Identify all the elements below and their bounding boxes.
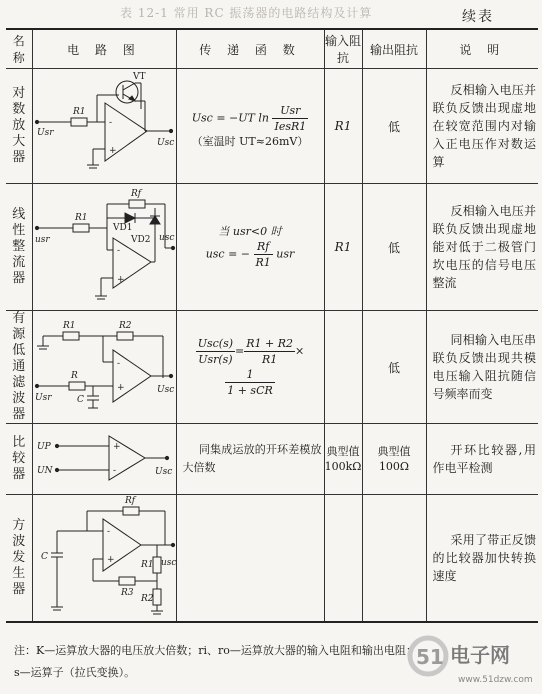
transfer-rhs: usr [276, 247, 295, 261]
header-row [6, 29, 538, 69]
table-row-log-amplifier [6, 69, 538, 184]
remarks: 开环比较器,用作电平检测 [426, 424, 538, 495]
transfer-condition: 当 usr<0 时 [218, 225, 282, 238]
label-plus: + [112, 442, 121, 452]
input-impedance: R1 [324, 69, 362, 184]
watermark-url: www.51dzw.com [458, 675, 533, 685]
transfer-lhs: usc = − [205, 247, 251, 261]
table-row-active-lowpass [6, 311, 538, 424]
header-output-impedance: 输出阻抗 [362, 29, 426, 69]
transfer-function-rectifier [176, 184, 324, 311]
footnote-line-2: s—运算子（拉氏变换）。 [14, 666, 136, 679]
label-usc: Usc [154, 467, 172, 477]
transfer-function-lowpass: $\frac{\text{Usc(s)}}{\text{Usr(s)}}$ = $\frac{R1 + R2}{R1}$ × $\frac{1}{\text{1 + sCR}}$ [176, 311, 324, 424]
label-r1: R1 [62, 321, 76, 331]
circuit-diagram-active-lowpass [32, 311, 176, 424]
watermark-mark: 51 [416, 645, 444, 669]
remarks: 同相输入电压串联负反馈出现共模电压输入阻抗随信号频率而变 [426, 311, 538, 424]
remarks: 反相输入电压并联负反馈出现虚地在较宽范围内对输入正电压作对数运算 [426, 69, 538, 184]
row-name: 有源低通滤波器 [6, 311, 32, 424]
table-row-square-wave-generator [6, 495, 538, 623]
label-c: C [76, 395, 84, 405]
transfer-note: （室温时 UT≈26mV） [191, 135, 309, 148]
table-row-comparator [6, 424, 538, 495]
label-minus: - [112, 466, 116, 476]
label-minus: - [108, 118, 112, 128]
label-r: R [70, 371, 78, 381]
label-r2: R2 [140, 594, 154, 604]
circuit-diagram-square-wave [32, 495, 176, 623]
output-impedance: 低 [362, 311, 426, 424]
label-usr: Usr [34, 393, 52, 403]
row-name: 对数放大器 [6, 69, 32, 184]
label-vt: VT [132, 72, 146, 82]
footnote-line-1: 注：K—运算放大器的电压放大倍数；ri、ro—运算放大器的输入电阻和输出电阻； [14, 644, 417, 657]
label-plus: + [106, 555, 115, 565]
header-remarks: 说 明 [426, 29, 538, 69]
header-circuit: 电 路 图 [32, 29, 176, 69]
transfer-fraction: $\frac{Rf}{R1}$ [255, 240, 271, 269]
transfer-function-square-wave [176, 495, 324, 623]
header-input-impedance: 输入阻抗 [324, 29, 362, 69]
output-impedance: 典型值 100Ω [362, 424, 426, 495]
watermark-logo [406, 628, 538, 688]
output-impedance [362, 495, 426, 623]
transfer-function-comparator: 同集成运放的开环差模放大倍数 [176, 424, 324, 495]
label-rf: Rf [130, 189, 141, 199]
label-vd1: VD1 [112, 223, 132, 233]
circuit-diagram-linear-rectifier [32, 184, 176, 311]
circuit-diagram-log-amplifier [32, 69, 176, 184]
input-impedance [324, 495, 362, 623]
label-usc: Usc [156, 138, 174, 148]
label-r2: R2 [118, 321, 132, 331]
label-minus: - [116, 246, 120, 256]
label-vd2: VD2 [130, 235, 150, 245]
label-plus: + [108, 146, 117, 156]
label-usr: Usr [36, 128, 54, 138]
label-usc: usc [158, 233, 174, 243]
input-impedance: R1 [324, 184, 362, 311]
watermark-brand: 电子网 [450, 643, 510, 667]
label-r1: R1 [74, 213, 88, 223]
output-impedance: 低 [362, 69, 426, 184]
watermark-logo-icon [406, 628, 538, 688]
transfer-lhs: Usc = −UT ln [191, 111, 269, 125]
transfer-fraction-mid: $\frac{R1 + R2}{R1}$ [246, 337, 294, 366]
table-row-linear-rectifier [6, 184, 538, 311]
output-impedance: 低 [362, 184, 426, 311]
remarks: 反相输入电压并联负反馈出现虚地能对低于二极管门坎电压的信号电压整流 [426, 184, 538, 311]
header-name: 名 称 [6, 29, 32, 69]
row-name: 线性整流器 [6, 184, 32, 311]
label-rf: Rf [124, 496, 135, 506]
label-usr: usr [34, 235, 50, 245]
label-usc: Usc [156, 385, 174, 395]
remarks: 采用了带正反馈的比较器加快转换速度 [426, 495, 538, 623]
circuit-table [6, 28, 538, 623]
transfer-fraction-lhs: $\frac{\text{Usc(s)}}{\text{Usr(s)}}$ [197, 337, 234, 366]
label-c: C [40, 552, 48, 562]
label-plus: + [116, 275, 125, 285]
label-minus: - [106, 527, 110, 537]
continued-label: 续表 [462, 9, 494, 25]
faded-top-caption: 表 12-1 常用 RC 振荡器的电路结构及计算 [120, 6, 373, 20]
row-name: 方波发生器 [6, 495, 32, 623]
label-r3: R3 [120, 588, 134, 598]
circuit-diagram-comparator [32, 424, 176, 495]
label-plus: + [116, 383, 125, 393]
input-impedance: 典型值 100kΩ [324, 424, 362, 495]
transfer-fraction-rhs: $\frac{1}{\text{1 + sCR}}$ [227, 368, 273, 397]
header-transfer: 传 递 函 数 [176, 29, 324, 69]
row-name: 比较器 [6, 424, 32, 495]
transfer-fraction: $\frac{\text{Usr}}{\text{IesR1}}$ [274, 104, 307, 133]
transfer-function-log [176, 69, 324, 184]
label-minus: - [116, 359, 120, 369]
label-r1: R1 [72, 107, 86, 117]
label-usc: usc [160, 558, 176, 568]
label-un: UN [36, 466, 52, 476]
label-up: UP [36, 442, 51, 452]
label-r1: R1 [140, 560, 154, 570]
input-impedance [324, 311, 362, 424]
